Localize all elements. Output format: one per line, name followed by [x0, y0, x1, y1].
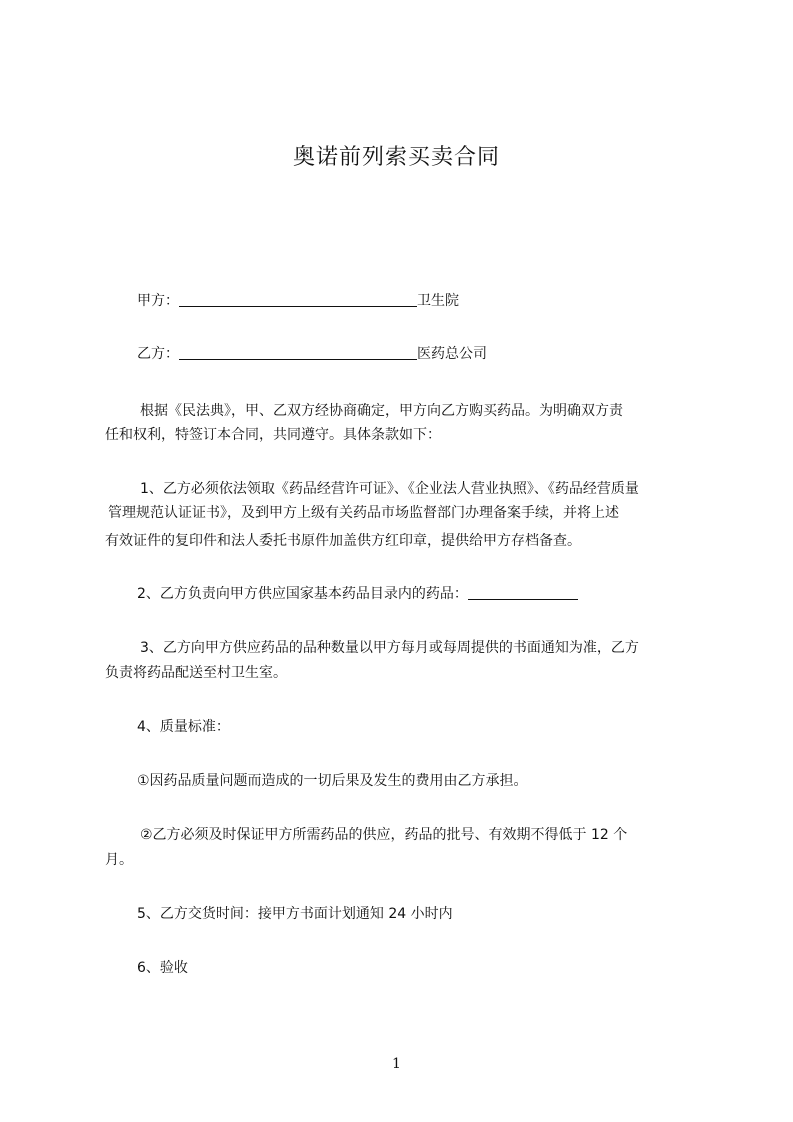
clause-2-text: 2、乙方负责向甲方供应国家基本药品目录内的药品： — [137, 586, 468, 602]
party-a-line — [137, 291, 459, 311]
clause-3-line-1: 3、乙方向甲方供应药品的品种数量以甲方每月或每周提供的书面通知为准，乙方 — [140, 640, 639, 656]
clause-2-blank — [468, 585, 578, 600]
party-a-blank — [179, 292, 417, 307]
clause-5-line: 5、乙方交货时间：接甲方书面计划通知 24 小时内 — [137, 906, 453, 922]
party-b-line — [137, 344, 487, 364]
clause-1-line-1: 1、乙方必须依法领取《药品经营许可证》、《企业法人营业执照》、《药品经营质量 — [140, 481, 639, 497]
party-a-suffix: 卫生院 — [417, 293, 459, 309]
party-a-label: 甲方： — [137, 293, 179, 309]
clause-6-heading: 6、验收 — [137, 960, 188, 976]
quality-item-2-line-2: 月。 — [105, 852, 133, 868]
quality-item-1: ①因药品质量问题而造成的一切后果及发生的费用由乙方承担。 — [137, 773, 528, 789]
quality-item-2-line-1: ②乙方必须及时保证甲方所需药品的供应，药品的批号、有效期不得低于 12 个 — [140, 827, 628, 843]
page-number: 1 — [392, 1056, 401, 1072]
intro-line-1: 根据《民法典》，甲、乙双方经协商确定，甲方向乙方购买药品。为明确双方责 — [140, 403, 623, 419]
clause-2-line — [137, 584, 578, 604]
party-b-label: 乙方： — [137, 346, 179, 362]
clause-1-line-2: 管理规范认证证书》，及到甲方上级有关药品市场监督部门办理备案手续，并将上述 — [108, 505, 619, 521]
clause-4-heading: 4、质量标准： — [137, 719, 230, 735]
party-b-suffix: 医药总公司 — [417, 346, 487, 362]
intro-line-2: 任和权利，特签订本合同，共同遵守。具体条款如下： — [105, 427, 441, 443]
clause-3-line-2: 负责将药品配送至村卫生室。 — [105, 665, 287, 681]
party-b-blank — [179, 345, 417, 360]
clause-1-line-3: 有效证件的复印件和法人委托书原件加盖供方红印章，提供给甲方存档备查。 — [105, 533, 581, 549]
document-title: 奥诺前列索买卖合同 — [292, 145, 500, 170]
